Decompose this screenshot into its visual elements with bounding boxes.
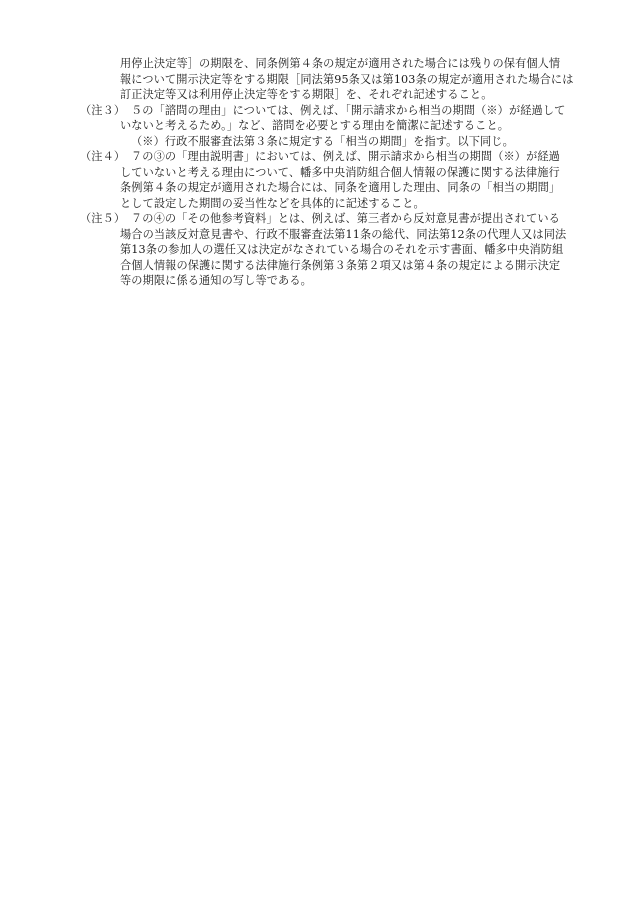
continuation-line: 訂正決定等又は利用停止決定等をする期限］を、それぞれ記述すること。 bbox=[120, 88, 493, 101]
note-5-line: 場合の当該反対意見書や、行政不服審査法第11条の総代、同法第12条の代理人又は同法 bbox=[120, 227, 567, 241]
note-4-line: 条例第４条の規定が適用された場合には、同条を適用した理由、同条の「相当の期間」 bbox=[120, 181, 561, 194]
note-5-text: ７の④の「その他参考資料」とは、例えば、第三者から反対意見書が提出されている bbox=[131, 212, 560, 225]
note-3-label: （注３） bbox=[80, 103, 126, 117]
note-5-line: 合個人情報の保護に関する法律施行条例第３条第２項又は第４条の規定による開示決定 bbox=[120, 258, 561, 272]
note-3-sub-note: （※）行政不服審査法第３条に規定する「相当の期間」を指す。以下同じ。 bbox=[131, 134, 514, 148]
note-3-first-line bbox=[80, 103, 580, 119]
note-4-line: していないと考える理由について、幡多中央消防組合個人情報の保護に関する法律施行 bbox=[120, 165, 560, 179]
note-3-text: ５の「諮問の理由」については、例えば、「開示請求から相当の期間（※）が経過して bbox=[131, 103, 566, 117]
document-body bbox=[80, 56, 580, 289]
note-5-label: （注５） bbox=[80, 212, 126, 225]
note-5-first-line bbox=[80, 211, 580, 227]
note-5-line: 等の期限に係る通知の写し等である。 bbox=[120, 274, 312, 287]
note-3-line: いないと考えるため。」など、諮問を必要とする理由を簡潔に記述すること。 bbox=[120, 119, 510, 132]
continuation-line: 報について開示決定等をする期限［同法第95条又は第103条の規定が適用された場合には bbox=[120, 72, 574, 86]
note-5-line: 第13条の参加人の選任又は決定がなされている場合のそれを示す書面、幡多中央消防組 bbox=[120, 243, 564, 256]
continuation-line: 用停止決定等］の期限を、同条例第４条の規定が適用された場合には残りの保有個人情 bbox=[120, 57, 561, 70]
note-4-text: ７の③の「理由説明書」においては、例えば、開示請求から相当の期間（※）が経過 bbox=[131, 150, 560, 163]
note-4-line: として設定した期間の妥当性などを具体的に記述すること。 bbox=[120, 196, 425, 210]
note-4-label: （注４） bbox=[80, 150, 126, 163]
note-4-first-line bbox=[80, 149, 580, 165]
